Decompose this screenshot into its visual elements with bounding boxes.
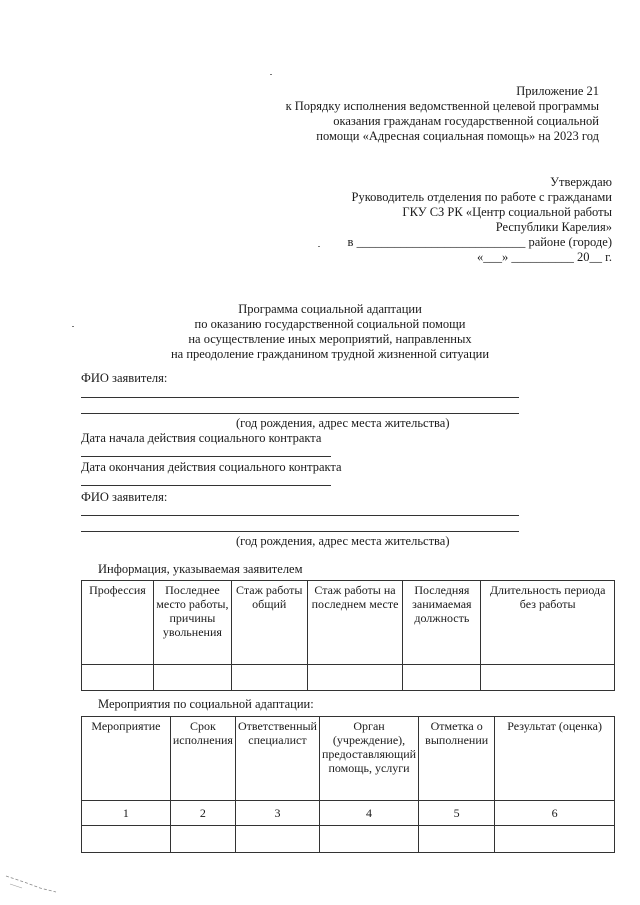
applicant-name-line[interactable] (81, 397, 519, 398)
approval-line: Республики Карелия» (495, 220, 612, 234)
approval-date: «___» __________ 20__ г. (477, 250, 612, 264)
col-header-organization: Орган (учреждение), предоставляющий помощь, услуги (319, 717, 418, 801)
title-line: на осуществление иных мероприятий, направленных (188, 332, 472, 346)
table-cell[interactable] (307, 665, 403, 691)
contract-end-label: Дата окончания действия социального контракта (81, 460, 342, 474)
table-row (82, 826, 615, 853)
column-number: 2 (170, 801, 235, 826)
column-number: 6 (495, 801, 615, 826)
title-line: Программа социальной адаптации (238, 302, 422, 316)
scan-speck (72, 326, 74, 327)
applicant-name-label: ФИО заявителя: (81, 371, 168, 385)
program-title (90, 302, 570, 362)
applicant-address-line-2[interactable] (81, 531, 519, 532)
table-header-row (82, 581, 615, 665)
table-cell[interactable] (82, 665, 154, 691)
appendix-line: оказания гражданам государственной социальной (333, 114, 599, 128)
col-header-total-experience: Стаж работы общий (231, 581, 307, 665)
table-cell[interactable] (82, 826, 171, 853)
column-number: 4 (319, 801, 418, 826)
measures-table-heading: Мероприятия по социальной адаптации: (98, 697, 314, 711)
col-header-last-experience: Стаж работы на последнем месте (307, 581, 403, 665)
field-caption-2: (год рождения, адрес места жительства) (236, 534, 450, 548)
contract-end-line[interactable] (81, 485, 331, 486)
col-header-last-position: Последняя занимаемая должность (403, 581, 481, 665)
info-table (81, 580, 615, 691)
approval-line: Руководитель отделения по работе с гражданами (351, 190, 612, 204)
col-header-deadline: Срок исполнения (170, 717, 235, 801)
table-cell[interactable] (170, 826, 235, 853)
table-cell[interactable] (481, 665, 615, 691)
col-header-last-workplace: Последнее место работы, причины увольнения (153, 581, 231, 665)
approval-district: в ___________________________ районе (городе) (347, 235, 612, 249)
scan-smudge (4, 872, 60, 896)
col-header-responsible: Ответственный специалист (235, 717, 319, 801)
table-cell[interactable] (419, 826, 495, 853)
contract-start-label: Дата начала действия социального контракта (81, 431, 322, 445)
table-cell[interactable] (403, 665, 481, 691)
column-number: 3 (235, 801, 319, 826)
applicant-name-line-2[interactable] (81, 515, 519, 516)
applicant-address-line[interactable] (81, 413, 519, 414)
table-number-row (82, 801, 615, 826)
appendix-line: к Порядку исполнения ведомственной целевой программы (285, 99, 599, 113)
field-caption: (год рождения, адрес места жительства) (236, 416, 450, 430)
col-header-unemployment-period: Длительность периода без работы (481, 581, 615, 665)
table-cell[interactable] (319, 826, 418, 853)
appendix-number: Приложение 21 (516, 84, 599, 98)
approval-block (348, 175, 612, 265)
table-cell[interactable] (231, 665, 307, 691)
table-cell[interactable] (153, 665, 231, 691)
title-line: на преодоление гражданином трудной жизненной ситуации (170, 347, 490, 361)
approval-line: ГКУ СЗ РК «Центр социальной работы (402, 205, 612, 219)
measures-table (81, 716, 615, 853)
contract-start-line[interactable] (81, 456, 331, 457)
col-header-profession: Профессия (82, 581, 154, 665)
approval-heading: Утверждаю (550, 175, 612, 189)
table-header-row (82, 717, 615, 801)
title-line: по оказанию государственной социальной помощи (194, 317, 466, 331)
appendix-line: помощи «Адресная социальная помощь» на 2023 год (316, 129, 599, 143)
column-number: 1 (82, 801, 171, 826)
table-row (82, 665, 615, 691)
col-header-result: Результат (оценка) (495, 717, 615, 801)
col-header-completion-mark: Отметка о выполнении (419, 717, 495, 801)
table-cell[interactable] (495, 826, 615, 853)
info-table-heading: Информация, указываемая заявителем (98, 562, 303, 576)
scan-speck (318, 246, 320, 247)
column-number: 5 (419, 801, 495, 826)
table-cell[interactable] (235, 826, 319, 853)
scan-speck (270, 74, 272, 75)
applicant-name-label-2: ФИО заявителя: (81, 490, 168, 504)
col-header-measure: Мероприятие (82, 717, 171, 801)
appendix-block (286, 84, 599, 144)
